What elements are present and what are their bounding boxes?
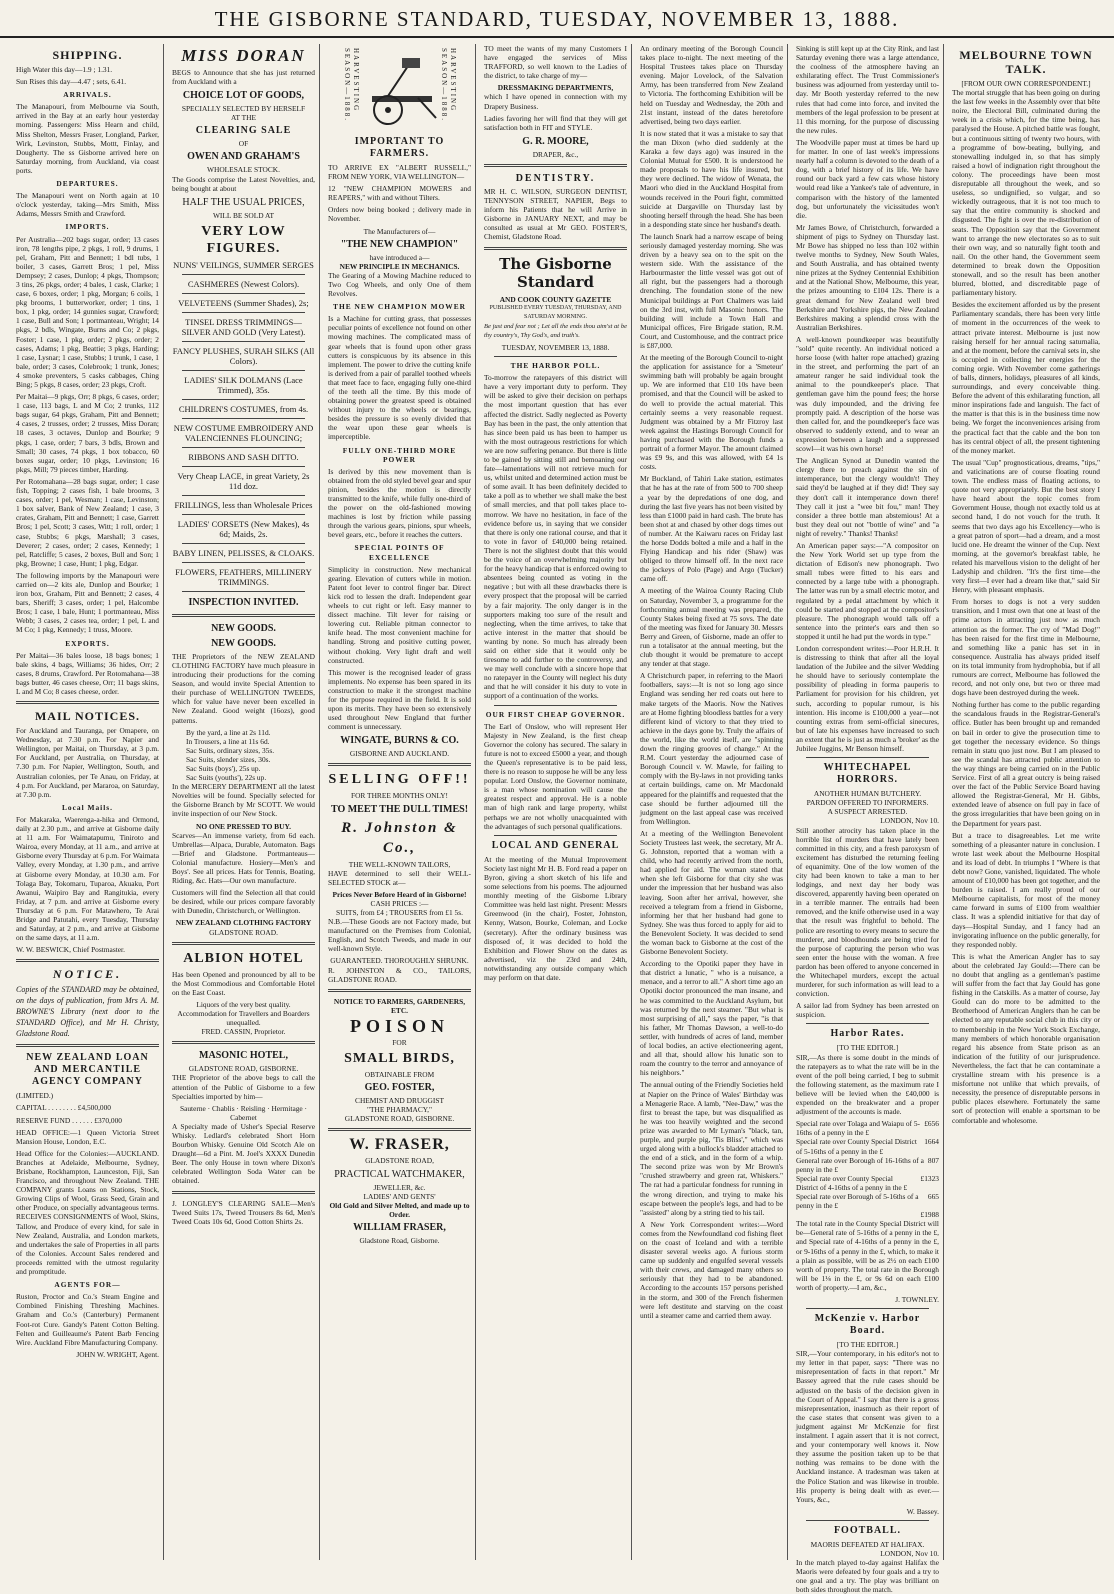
harvesting-banner <box>328 44 471 132</box>
mckenzie-heading: McKenzie v. Harbor Board. <box>814 1313 921 1337</box>
new-goods: NEW GOODS. <box>211 637 276 649</box>
mckenzie-signature: W. Bassey. <box>906 1506 939 1516</box>
wingate-sub: GISBORNE AND AUCKLAND. <box>349 749 450 759</box>
new-champion: "THE NEW CHAMPION" <box>340 238 459 250</box>
column-melbourne <box>948 44 1104 1560</box>
to-editor: [TO THE EDITOR.] <box>836 1340 899 1350</box>
rates-row <box>796 1119 939 1137</box>
separator <box>494 356 617 357</box>
guaranteed: GUARANTEED. THOROUGHLY SHRUNK. <box>330 956 469 966</box>
news-paragraph: Mr Buckland, of Tahiri Lake station, estimates that he has at the rate of from 500 to 700 sheep a year by the depredations of one dog, and during the last five years has not been visited by less than £1000 paid in hard cash. The brute has been shot at and chased by other dogs times out of number. At the Kaiwaru races on Friday last the horse Dodds bolted a mile and a half in the Flying Handicap and his rider (Shaw) was obliged to throw himself off. In the next race the jockeys of Polo (Page) and Argo (Tucker) came off. <box>640 474 783 584</box>
imports-text: Per Maitai—9 pkgs, Orr; 8 pkgs, 6 cases, order; 1 case, 113 bags, L and M Co; 2 trunks, 112 bags sugar, 64 pkgs, Graham, Pitt and Bennett; 4 cases, 2 trusses, order; 2 trusses, Miss Doran; 18 cases, 3 octaves, Dunlop and Bourke; 9 pkgs, 1 case, order; 7 bars, 3 bdls, Brown and Small; 30 cases, 74 pkgs, 1 box tobacco, 60 boxes sugar, order; 10 pkgs, Levinston; 16 pkgs, Mill; 79 pieces timber, Harding. <box>16 392 159 474</box>
masonic-road: GLADSTONE ROAD, GISBORNE. <box>188 1064 299 1074</box>
moore-text-2: which I have opened in connection with my Drapery Business. <box>484 92 627 111</box>
small-birds: SMALL BIRDS, <box>344 1051 455 1067</box>
ladies-favoring: Ladies favoring her will find that they will get satisfaction both in FIT and STYLE. <box>484 113 627 132</box>
rates-row-value: £1323 <box>920 1173 939 1183</box>
rates-row-value: 807 <box>927 1155 939 1165</box>
nb-text: N.B.—These Goods are not Factory made, but manufactured on the Premises from Colonial, English, and Scotch Tweeds, and made in our well-known Style. <box>328 917 471 954</box>
fully-text: Is derived by this new movement than is obtained from the old styled bevel gear and spur pinion, besides the motion is directly transmitted to the knife, while fully one-third of the power on the old-fashioned mowing machines is lost by friction while passing through the various gears, pinions, spur wheels, bevel gears, etc., before it reaches the cutters. <box>328 466 471 540</box>
gearing-text: The Gearing of a Mowing Machine reduced to Two Cog Wheels, and only One of them Revolves. <box>328 270 471 299</box>
pharmacy: "THE PHARMACY," <box>366 1105 433 1115</box>
local-general-heading: LOCAL AND GENERAL <box>491 839 620 851</box>
separator <box>182 418 305 419</box>
paper-title: The Gisborne Standard <box>499 254 612 291</box>
news-paragraph: At a meeting of the Wellington Benevolent Society Trustees last week, the secretary, Mr A. G. Johnston, reported that a woman with a child, who had recently arrived from the north, had applied for aid. The woman stated that when she left Gisborne for that city she was under the impression that her husband was also leaving. Soon after her arrival, however, she received a telegram from a friend in Gisborne, informing her that her husband had gone to Sydney. She was thus forced to apply for aid to the Benevolent Society. It was decided to send the woman back to Gisborne at the cost of the Gisborne Benevolent Society. <box>640 828 783 957</box>
sun-times: Sun Rises this day—4.47 ; sets, 6.41. <box>16 77 127 87</box>
dull-times: TO MEET THE DULL TIMES! <box>330 803 469 815</box>
doran-item: FRILLINGS, less than Wholesale Prices <box>174 499 313 510</box>
doran-item: RIBBONS AND SASH DITTO. <box>188 451 299 462</box>
separator <box>328 1128 471 1131</box>
cheap-governor-text: The Earl of Onslow, who will represent Her Majesty in New Zealand, is the first cheap Governor the colony has secured. The salary in future is not to exceed £5000 a year, and though the Queen's representative is to be paid less, there is no reason to suppose he will be any less popular. Lord Onslow, the Governor nominate, is a man whose nomination will cause the greatest respect and approval. He is a noble man of high rank and large property, whilst perhaps we are not wholly unacquainted with the advantages of such personal qualifications. <box>484 721 627 831</box>
news-paragraph: At the meeting of the Borough Council to-night the application for assistance for a 'Smeteur' swimming bath will probably be again brought up. We are informed that £10 10s have been promised, and that the Council will be asked to do well to provide the actual material. This certainly seems a very reasonable request. Judgment was obtained by a Mr Fitzroy last week against the Hastings Borough Council for having purchased with the Borough funds a portrait of a former Mayor. The amount claimed was £9 9s, and this was allowed, with £4 1s costs. <box>640 353 783 472</box>
doran-item: CHILDREN'S COSTUMES, from 4s. <box>178 403 309 414</box>
moore-text: TO meet the wants of my many Customers I have engaged the services of Miss TRAFFORD, so well known to the Ladies of the district, to take charge of my— <box>484 44 627 81</box>
twelve-mowers: 12 "NEW CHAMPION MOWERS and REAPERS," with and without Tilters. <box>328 184 471 203</box>
separator <box>182 399 305 400</box>
rates-row-label: General rate over Borough of 16-16ths of a penny in the £ <box>796 1155 924 1174</box>
orders-booked: Orders now being booked ; delivery made in November. <box>328 205 471 224</box>
farmers-notice: NOTICE TO FARMERS, GARDENERS, ETC. <box>333 996 466 1015</box>
harbor-poll-text: To-morrow the ratepayers of this district will have a very important duty to perform. They will be asked to give their decision on perhaps the most important question that has ever affected the district. Sadly neglected as Poverty Bay has been in the past, the only attention that has since been paid us has been to hamper us with the most outrageous restrictions for which we are now suffering penance. But there is little to be gained by sitting still and bemoaning our fate—lamentations will not retrieve much for us, whilst united and determined action must be of some avail. It has been definitely decided to take a poll as to whether we shall make the best of small mercies, and that poll takes place to-morrow. We have no hesitation, in face of the evidence before us, in saying that we consider that there is only one rational course, and that it to vote in favor of £40,000 being retained. There is not the slightest doubt that this would be the voice of an overwhelming majority but for the heavy handicap that is enforced owing to absentees being counted as voting in the negative ; but with all these drawbacks there is every prospect that the proposal will be carried by a fair majority. The only danger is in the supporters making too sure of the result and neglecting, when the time arrives, to take that active interest in the matter that should be wanting by none. So much has already been said on either side that it would only be tiresome to add further to the controversy, and we may well conclude with a sincere hope that no ratepayer in the County will neglect his duty and that he will consider it his duty to vote in support of a continuation of the works. <box>484 373 627 701</box>
column-drapery-ads <box>168 44 319 1560</box>
separator <box>172 614 315 617</box>
mower-heading: THE NEW CHAMPION MOWER <box>333 302 466 312</box>
moore-signature: G. R. MOORE, <box>522 135 589 147</box>
separator <box>182 274 305 275</box>
mercery-text: In the MERCERY DEPARTMENT all the latest Novelties will be found. Specially selected for the Gisborne Branch by Mr SCOTT. We would invite inspection of our New Stock. <box>172 782 315 819</box>
low-figures: VERY LOW FIGURES. <box>201 223 286 256</box>
gladstone-road: GLADSTONE ROAD. <box>209 927 278 937</box>
nz-clothing-factory: NEW ZEALAND CLOTHING FACTORY <box>175 918 312 928</box>
whitechapel-sub: ANOTHER HUMAN BUTCHERY. <box>813 789 922 799</box>
rates-row <box>796 1192 939 1210</box>
price-list <box>172 728 315 783</box>
separator <box>182 514 305 515</box>
news-paragraph: A meeting of the Wairoa County Racing Club on Saturday, November 3, a programme for the forthcoming annual meeting was prepared, the County Stakes being fixed at 75 sovs. The date of the meeting was fixed for January 30. Messrs Berry and Green, of Gisborne, made an offer to run a totalisator at the annual meeting, but the club thought it would be premature to accept any tender at that stage. <box>640 586 783 669</box>
half-prices: HALF THE USUAL PRICES, <box>182 196 305 208</box>
have-determined: HAVE determined to sell their WELL-SELECTED STOCK at— <box>328 868 471 887</box>
mower-text: Is a Machine for cutting grass, that possesses peculiar points of excellence not found on other mowing machines. The complicated mass of gear wheels that is found upon other grass cutters is conspicuous by its absence in this implement. The power to drive the cutting knife is derived from a pair of parallel toothed wheels that meet face to face, engaging fully one-third of the teeth all the time. By this mode of obtaining power the greatest speed is obtained without injury to the wheels or bearings, besides the pressure is so evenly divided that the wear upon these gear wheels is imperceptible. <box>328 314 471 442</box>
news-paragraph: London correspondent writes:—Poor H.R.H. It is distressing to think that after all the loyal laudation of the Jubilee and the silver Wedding he should have to seriously contemplate the possibility of pleading in forma pauperis to Parliament for provision for his children, yet such, according to popular rumour, is his intention. His income is £100,000 a year—not counting extras from semi-official sinecures, but of late his expenses have increased to such an extent that he is just as much a 'broker' as the Jubilee Juggins, Mr Benson himself. <box>796 644 939 754</box>
separator <box>328 989 471 992</box>
rates-row-value: £656 <box>924 1119 939 1129</box>
of-line: OF <box>238 139 249 149</box>
melbourne-paragraph: From horses to dogs is not a very sudden transition, and I must own that one at least of the prime actors in attracting just now as much attention as the former. The cry of "Mad Dog!" has been raised for the first time in Melbourne, and something like a panic has set in in consequence. Australia has always prided itself on its total immunity from hydrophobia, but if all rumours are correct, Melbourne has followed the record, and not only one, but two or three mad dogs have been destroyed during the week. <box>952 597 1100 698</box>
fully-heading: FULLY ONE-THIRD MORE POWER <box>342 445 457 464</box>
column-news-2 <box>792 44 943 1594</box>
new-principle: NEW PRINCIPLE IN MECHANICS. <box>339 261 460 271</box>
doran-item: LADIES' CORSETS (New Makes), 4s 6d; Maids, 2s. <box>177 518 310 539</box>
geo-foster: GEO. FOSTER, <box>364 1082 435 1094</box>
bank-text: Head Office for the Colonies:—AUCKLAND. Branches at Adelaide, Melbourne, Sydney, Brisbane, Rockhampton, Launceston, Fiji, San Francisco, and throughout New Zealand. THE COMPANY grants Loans on Stations, Stock, Growing Clips of Wool, Grass Seed, Grain and other Produce, on specially advantageous terms. RECEIVES CONSIGNMENTS of Wool, Skins, Tallow, and Produce of every kind, for sale in New Zealand, Australia, and London markets, and undertakes the sale of Properties in all parts of the Colonies. Account Sales rendered and proceeds remitted with the utmost regularity and promptitude. <box>16 1148 159 1277</box>
agents-signature: JOHN W. WRIGHT, Agent. <box>76 1349 159 1359</box>
shipping-heading: SHIPPING. <box>52 48 123 62</box>
dressmaking: DRESSMAKING DEPARTMENTS, <box>497 83 614 93</box>
doran-intro: BEGS to Announce that she has just returned from Auckland with a <box>172 68 315 87</box>
newspaper-title: THE GISBORNE STANDARD, TUESDAY, NOVEMBER 13, 1888. <box>214 7 900 31</box>
rates-row-value: 665 <box>927 1191 939 1201</box>
bank-sub: (LIMITED.) <box>16 1091 54 1101</box>
news-paragraph: Mr James Bowe, of Christchurch, forwarded a shipment of pigs to Sydney on Thursday last. Mr Bowe has shipped no less than 102 within twelve months to Sydney, New South Wales, and South Australia, and has obtained twenty nine prizes at the Sydney Centennial Exhibition and at the National Show, Melbourne, this year, the prizes amounting to £104 12s. There is a great demand for New Zealand well bred Berkshire and Yorkshire pigs, the New Zealand Berkshires making a splendid cross with the Australian Berkshires. <box>796 222 939 332</box>
doran-item: Very Cheap LACE, in great Variety, 2s 11d doz. <box>177 470 310 491</box>
imports-text: Per Australia—202 bags sugar, order; 13 cases iron, 78 lengths pipe, 2 pkgs, 1 roll, 9 drums, 1 pel, Graham, Pitt and Bennett; 1 bdl tubs, 1 boiler, 3 cases, Garrett Bros; 1 pel, Miss Dempsey; 2 cases, Dunlop; 4 pkgs, Thompson; 3 tins, 26 pkgs, order; 4 bales, 1 cask, Clarke; 1 case, 6 boxes, order; 1 pkg, Morgan; 6 coils, 1 pkg brooms, 1 butterworker, order; 1 tins, 1 box, 1 pkg, order; 14 gunnies sugar, Crawford; 1 case, Bull and Son; 1 portmanteau, Wright; 14 pkgs, 2 bdls, Wingate, Burns and Co; 2 pkgs, Foster; 1 case, 1 pkg, order; 2 pkgs, order; 2 cases, Adams; 1 pkg, Beattie; 3 pkgs, Harding; 1 case, Lysnar; 1 case, Stubbs; 1 trunk, 1 case, 1 bale, order; 3 cases, Colebrook; 1 trunk, Jones; 4 smoke preventers, 5 casks cabbages, Ching Bing; 5 pkgs, 8 cases, order; 23 pkgs, Croft. <box>16 234 159 389</box>
miss-doran-title: MISS DORAN <box>181 46 306 65</box>
harbor-rates-heading: Harbor Rates. <box>830 1028 905 1040</box>
watchmaker: PRACTICAL WATCHMAKER, <box>334 1168 465 1180</box>
old-gold: Old Gold and Silver Melted, and made up to Order. <box>329 1200 470 1219</box>
dentistry-heading: DENTISTRY. <box>515 172 596 184</box>
inspection-invited: INSPECTION INVITED. <box>188 596 299 608</box>
separator <box>182 543 305 544</box>
separator <box>806 1308 929 1309</box>
separator <box>182 312 305 313</box>
prices-never: Prices Never Before Heard of in Gisborne! <box>332 889 467 899</box>
albion-accommodation: Accommodation for Travellers and Boarders unequalled. <box>177 1009 310 1028</box>
separator <box>182 370 305 371</box>
doran-item: BABY LINEN, PELISSES, & CLOAKS. <box>172 547 315 558</box>
mower-illustration <box>368 48 438 128</box>
separator <box>16 701 159 704</box>
rates-table <box>796 1119 939 1210</box>
paper-subtitle: AND COOK COUNTY GAZETTE <box>499 294 612 304</box>
separator <box>494 705 617 706</box>
local-general-text: At the meeting of the Mutual Improvement Society last night Mr H. B. Ford read a paper on Byron, giving a short sketch of his life and some selections from his poems. The adjourned monthly meeting of the Gisborne Library Committee was held last night. Present: Messrs Greenwood (in the chair), Foster, Johnston, Kenny, Watson, Bourke, Coleman, and Locke (secretary). After the ordinary business was disposed of, it was decided to hold the Exhibition and Flower Show on the dates as advertised, viz the 23rd and 24th, notwithstanding any outside company which may perform on that date. <box>484 854 627 982</box>
motto: Be just and fear not ; Let all the ends thou aim'st at be thy country's, Thy God's, and truth's. <box>484 322 627 339</box>
doran-item: FLOWERS, FEATHERS, MILLINERY TRIMMINGS. <box>175 566 312 587</box>
separator <box>806 757 929 758</box>
postmaster-signature: W. W. BESWICK, Chief Postmaster. <box>16 945 125 955</box>
new-goods: NEW GOODS. <box>211 622 276 634</box>
price-line: Sac Suits, slender sizes, 30s. <box>186 754 271 764</box>
harbor-poll-heading: THE HARBOR POLL. <box>510 361 601 371</box>
news-paragraph: The Anglican Synod at Dunedin wanted the clergy there to preach against the sin of intemperance, but the clergy wouldn't! They said they'd be laughed at if they did! They say they don't call it intemperance down there! They call it just a "wee bit fou," man! They consider a three bottle man abstemious! At a bust they deal out not "bottle of wine" and "a night of revelry." Thanks! Thanks! <box>796 456 939 538</box>
doran-item: CASHMERES (Newest Colors). <box>187 278 300 289</box>
rates-row-value: 1664 <box>924 1137 939 1147</box>
separator <box>182 591 305 592</box>
poison: POISON <box>349 1015 449 1036</box>
separator <box>172 1041 315 1044</box>
harvesting-right: HARVESTING SEASON—1888. <box>439 48 457 122</box>
rates-row-label: Special rate over Tolaga and Waiapu of 5-16ths of a penny in the £ <box>796 1119 921 1138</box>
fraser-road: GLADSTONE ROAD, <box>365 1156 434 1166</box>
bank-heading: NEW ZEALAND LOAN AND MERCANTILE AGENCY COMPANY <box>26 1052 149 1088</box>
column-farm-ads <box>324 44 475 1560</box>
column-local-news <box>636 44 787 1560</box>
news-paragraph: A well-known poundkeeper was beautifully "sold" quite recently. An individual noticed a horse loose (with halter rope attached) grazing in the street, and performing the part of an amateur ranger he said individual took the animal to the poundkeeper's place. That gentleman gave him the pound fees; the horse was duly impounded, and the driving fee promptly paid. A description of the horse was then called for, and the poundkeeper's face was observed to suddenly extend, and to wear an expression between a laugh and a suppressed scowl—it was his own horse! <box>796 334 939 454</box>
clothing-factory-text: THE Proprietors of the NEW ZEALAND CLOTHING FACTORY have much pleasure in introducing their productions for the coming Season, and would invite Special Attention to their purchase of WELLINGTON TWEEDS, which for value have never been excelled in New Zealand. Good weight (16ozs), good patterns. <box>172 651 315 725</box>
news-paragraph: An American paper says:—"A compositor on the New York World set up type from the dictation of Edison's new phonograph. Two small tubes were fitted to his ears and connected by a large tube with a phonograph. The latter was run by a small electric motor, and regulated by a pedal attachment by which it could be started and stopped at the compositor's pleasure. The phonograph would talk off a sentence into the printer's ears and then so stopped it until he had put the words in type." <box>796 540 939 641</box>
news-paragraph: The Woodville paper must at times be hard up for matter. In one of last week's impressions nearly half a column is devoted to the death of a dog, with a brief history of its life. We have round our back yard a few cats whose history would read like a Yankee's tale of adventure, in comparison with the history of the lamented dog, but unfortunately the vicissitudes won't die. <box>796 137 939 220</box>
whitechapel-text: Still another atrocity has taken place in the horrible list of murders that have lately been committed in this city, and a fresh paroxysm of excitement has disturbed the returning feeling of equanimity. One of the low women of the city had been known to take a man to her lodgings, and next day her body was discovered, apparently having been operated on in a terrible manner. The entrails had been removed, and the knife otherwise used in a way that the result was frightful to behold. The police are resorting to every means to secure the murderer, and bloodhounds are being tried for the purpose of capturing the person who was seen enter the house with the woman. A free pardon has been offered to anyone concerned in the Whitechapel murders, except the actual murderer, for such information as will lead to a conviction. <box>796 825 939 999</box>
introduced: have introduced a— <box>369 252 430 262</box>
agents-text: Ruston, Proctor and Co.'s Steam Engine and Combined Finishing Threshing Machines. Graham and Co.'s (Canterbury) Permanent Foot-rot Cure. Gandy's Patent Cotton Belting. Felten and Guilleaume's Patent Barb Fencing Wire. Auckland Fibre Manufacturing Company. <box>16 1292 159 1347</box>
goods-comprise: The Goods comprise the Latest Novelties, and, being bought at about <box>172 174 315 193</box>
mail-heading: MAIL NOTICES. <box>34 709 141 724</box>
at-the: AT THE <box>231 113 256 123</box>
separator <box>182 495 305 496</box>
notice-heading: NOTICE. <box>52 967 123 982</box>
departures-heading: DEPARTURES. <box>56 179 119 189</box>
chemist: CHEMIST AND DRUGGIST <box>355 1096 444 1106</box>
doran-item: LADIES' SILK DOLMANS (Lace Trimmed), 35s. <box>184 374 303 395</box>
football-sub: MAORIS DEFEATED AT HALIFAX. <box>810 1539 925 1549</box>
suits-prices: SUITS, from £4 ; TROUSERS from £1 5s. <box>336 908 463 917</box>
rates-row <box>796 1156 939 1174</box>
departures-text: The Manapouri went on North again at 10 o'clock yesterday, taking—Mrs Smith, Miss Adams, Messrs Smith and Crawford. <box>16 191 159 219</box>
wholesale-stock: WHOLESALE STOCK. <box>207 165 280 175</box>
draper: DRAPER, &c., <box>532 149 579 159</box>
news-paragraph: It is now stated that it was a mistake to say that the man Dixon (who died suddenly at the Karaka a few days ago) was insured in the Colonial Mutual for £500. It is understood he made proposals to have his life insured, but they were declined. The widow of Wenata, the Maori who died in the Auckland Hospital from wounds received in the Pouri fight, committed suicide at Dargaville on Thursday last by shooting herself through the head. She has been in a desponding state since her husband's death. <box>640 128 783 229</box>
choice-goods: CHOICE LOT OF GOODS, <box>182 90 305 102</box>
mail-text: For Auckland and Tauranga, per Omapere, on Wednesday, at 7.30 p.m. For Napier and Wellington, per Maitai, on Thursday, at 3 p.m. For Auckland, per Australia, on Thursday, at 7.30 p.m. For Napier, Wellington, South, and Australian colonies, per Te Anau, on Friday, at 4 p.m. For Auckland, per Mararoa, on Saturday, at 7.30 p.m. <box>16 726 159 799</box>
masonic-more: A Specialty made of Usher's Special Reserve Whisky. Ledlard's celebrated Short Horn Bourbon Whisky. Genuine Old Scotch Ale on Draught—6d a Pint. M. Joel's XXXX Dunedin Beer. The only House in town where Dixon's celebrated Wellington Soda Water can be obtained. <box>172 1121 315 1186</box>
doran-item: TINSEL DRESS TRIMMINGS—SILVER AND GOLD (Very Latest). <box>181 316 306 337</box>
separator <box>484 164 627 167</box>
published: PUBLISHED EVERY TUESDAY, THURSDAY, AND SATURDAY MORNING. <box>489 304 622 320</box>
separator <box>484 247 627 250</box>
separator <box>328 763 471 766</box>
masonic-list: Sauterne · Chablis · Reisling · Hermitage · Cabernet <box>179 1103 308 1122</box>
local-mails-text: For Makaraka, Waerenga-a-hika and Ormond, daily at 2.30 p.m., and arrive at Gisborne daily at 11 a.m. For Waimatapumu, Tiniroto and Wairoa, every Monday, at 11 a.m., and arrive at Gisborne every Thursday at 6 p.m. For Waimata Valley, every Monday, at 1.30 p.m., and arrive at Gisborne every Monday, at 10.30 a.m. For Tolaga Bay, Tokomaru, Tuparoa, Akuaku, Port Awanui, Waipiro Bay and Rangitukia, every Friday, at 7 p.m. and arrive at Gisborne every Thursday at 6 p.m. For Matawhero, Te Arai Bridge and Patutahi, every Tuesday, Thursday and Saturday, at 2 p.m., and arrive at Gisborne on the same days, at 11 a.m. <box>16 814 159 943</box>
price-line: Sac Suits, ordinary sizes, 35s. <box>186 745 275 755</box>
bank-reserve: RESERVE FUND . . . . . . £370,000 <box>16 1115 122 1125</box>
arrivals-heading: ARRIVALS. <box>63 90 112 100</box>
separator <box>182 466 305 467</box>
column-shipping <box>12 44 163 1560</box>
will-be-sold: WILL BE SOLD AT <box>212 210 275 220</box>
imports-heading: IMPORTS. <box>65 222 110 232</box>
melbourne-paragraph: The mortal struggle that has been going on during the last few weeks in the Assembly over that bête noire, the Electoral Bill, culminated during the week in a crisis which, for the time being, has paralysed the House. A pitched battle was fought, but a continuous sitting of twenty two hours, with a programme of bow-beating, bullying, and stonewalling indulged in, so that has simply raised a howl of indignation right throughout the colony. The proceedings have been most disreputable all throughout the week, and so useless, so undignified, so vulgar, and so wickedly outrageous, that it is not too much to say that the entire community is shocked and disgusted. The fight is over the re-distribution of seats. The Opposition say that the Government want to arrange the new electorates so as to suit their own way, and so naturally fight tooth and nail. On the other hand, the Government seem determined to break down the Opposition stonewall, and so the result has been another blurred, blotted, and discreditable page of parliamentary history. <box>952 88 1100 298</box>
separator <box>172 942 315 945</box>
jeweller: JEWELLER, &c. <box>373 1182 426 1192</box>
tailors: THE WELL-KNOWN TAILORS, <box>348 859 451 869</box>
masonic-hotel: MASONIC HOTEL, <box>199 1050 288 1062</box>
doran-item: VELVETEENS (Summer Shades), 2s; <box>178 297 309 308</box>
clearing-sale: CLEARING SALE <box>195 125 292 137</box>
foster-road: GLADSTONE ROAD, GISBORNE. <box>344 1114 455 1124</box>
for-line: FOR <box>392 1037 407 1047</box>
important-farmers: IMPORTANT TO FARMERS. <box>354 136 445 159</box>
albion-liquors: Liquors of the very best quality. <box>196 999 291 1009</box>
separator <box>182 447 305 448</box>
news-paragraph: The annual outing of the Friendly Societies held at Napier on the Prince of Wales' Birthday was a Menagerie Race. A lamb, "Nee-Daw," was the first to breast the tape, but was disqualified as he was too heavily weighted and the second prize was awarded to Mr Lyman's "black, tan, purple, and purple pig, 'Tis Bliss'," which was urged along with a bullock's bladder attached to the end of a stick, and in the form of a whip. The second prize was won by Mr Brown's "crushed strawberry and green rat, Whiskers." The rat had a particular fondness for running in the wrong direction, and trying to make his escape between the people's legs, and had to be "assisted" along by a string tied to his tail. <box>640 1080 783 1217</box>
doran-item: NUNS' VEILINGS, SUMMER SERGES <box>173 259 314 270</box>
price-line: By the yard, a line at 2s 11d. <box>186 727 271 737</box>
whitechapel-sub: A SUSPECT ARRESTED. <box>827 807 908 817</box>
separator <box>182 341 305 342</box>
owen-graham: OWEN AND GRAHAM'S <box>187 151 300 163</box>
doran-item-list <box>172 260 315 592</box>
doran-item: NEW COSTUME EMBROIDERY AND VALENCIENNES FLOUNCING; <box>173 422 314 443</box>
w-fraser: W. FRASER, <box>349 1136 450 1154</box>
dentist-text: MR H. C. WILSON, SURGEON DENTIST, TENNYSON STREET, NAPIER, Begs to inform his Patients that he will Arrive in Gisborne in JANUARY NEXT, and may be consulted as usual at Mr GEO. FOSTER'S, Chemist, Gladstone Road. <box>484 186 627 242</box>
doran-item: FANCY PLUSHES, SURAH SILKS (All Colors). <box>172 345 315 366</box>
rates-text: SIR,—As there is some doubt in the minds of the ratepayers as to what the rate will be in the event of the poll being carried, I beg to submit the following statement, as the maximum rate I believe will be levied when the £40,000 is expended on the breakwater and a proper adjustment of the accounts is made. <box>796 1052 939 1117</box>
football-heading: FOOTBALL. <box>833 1524 902 1536</box>
news-paragraph: Sinking is still kept up at the City Rink, and last Saturday evening there was a large attendance, the coolness of the atmosphere having an exhilarating effect. The Trust Commissioner's business was adjourned from yesterday until to-day. Mr Booth yesterday referred to the new rules that had come into force, and invited the members of the legal profession to be present at 11 this morning, for the purpose of discussing the new rules. <box>796 44 939 135</box>
rates-row-label: Special rate over Borough of 5-16ths of a penny in the £ <box>796 1191 919 1211</box>
separator <box>172 1191 315 1194</box>
melbourne-paragraph: This is what the American Angler has to say about the celebrated Jay Gould:—There can be no doubt that angling as a gentleman's pastime will suffer from the fact that Jay Gould has gone fishing in the Catskills. As a matter of course, Jay Gould can do more to be admitted to the Brotherhood of American Anglers than he can be elected to any reputable social club in this city or to membership in the New York Stock Exchange, many members of which honorable organisation regard his absence from State prison as an indication of the futility of our jurisprudence. Nevertheless, the fact that he can contaminate a crystalline stream with his presence is a misfortune not unlike that which prevails, of necessity, the presence of disreputable persons in public places elsewhere. Fortunately the same sort of protection will enable a sportsman to be comfortable and wholesome. <box>952 951 1100 1125</box>
football-dateline: LONDON, Nov 10. <box>880 1548 939 1558</box>
albion-proprietor: FRED. CASSIN, Proprietor. <box>201 1027 286 1037</box>
separator <box>182 293 305 294</box>
melbourne-heading: MELBOURNE TOWN TALK. <box>959 48 1093 76</box>
imports-text: The following imports by the Manapouri were carried on—2 kits ale, Dunlop and Bourke; 1 iron box, Graham, Pitt and Bennett; 2 cases, 4 bars, Sheriff; 3 cases, order; 1 pel, Halcombe Bros; 1 case, 1 bale, Hunt; 1 portmanteau, Miss Webb; 3 cases, 2 cases tea, order; 1 pel, L and M Co; 1 pkg, Kennedy; 1 truss, Moore. <box>16 570 159 635</box>
longley-sale: J. LONGLEY'S CLEARING SALE—Men's Tweed Suits 17s, Tweed Trousers 8s 6d, Men's Tweed Coats 10s 6d, Good Cotton Shirts 2s. <box>172 1198 315 1226</box>
arrivals-text: The Manapouri, from Melbourne via South, arrived in the Bay at an early hour yesterday morning. Passengers: Miss Hearn and child, Miss Shelton, Messrs Fraser, Longland, Parker, Wirk, Levinston, Stubbs, Mottt, Finlay, and Dougherty. The ss Gisborne arrived here on Saturday morning, from Auckland, via coast ports. <box>16 102 159 175</box>
rates-signature: J. TOWNLEY. <box>895 1295 939 1304</box>
price-line: In Trousers, a line at 11s 6d. <box>186 736 270 746</box>
news-paragraph: A New York Correspondent writes:—Word comes from the Newfoundland cod fishing fleet on the coast of Iceland and with a terrible disaster several weeks ago. A furious storm came up suddenly and engulfed several vessels with their crews, and damaged many others so seriously that they had to be abandoned. According to the accounts 157 persons perished in the storm, and 300 of the French fishermen were left destitute and starving on the coast until a steamer came and carried them away. <box>640 1219 783 1320</box>
masonic-text: THE Proprietor of the above begs to call the attention of the Public of Gisborne to a few Specialties imported by him— <box>172 1073 315 1101</box>
bank-head-office: HEAD OFFICE:—1 Queen Victoria Street Mansion House, London, E.C. <box>16 1127 159 1146</box>
local-mails-heading: Local Mails. <box>61 802 113 812</box>
separator <box>806 1520 929 1521</box>
this-mower-text: This mower is the recognised leader of grass implements. No expense has been spared in its construction to make it the strongest machine for the purpose required in the field. It is sold upon its merits. They have been so extensively used throughout New England that further comment is unnecessary. <box>328 667 471 732</box>
selected-line: SPECIALLY SELECTED BY HERSELF <box>181 104 306 114</box>
issue-date: TUESDAY, NOVEMBER 13, 1888. <box>501 342 610 352</box>
masthead <box>0 0 1114 38</box>
melbourne-paragraph: Nothing further has come to the public regarding the scandalous frauds in the Registrar-General's office. Butler has been brought up and remanded on bail in order to give the prosecution time to get together the necessary evidence. So things remain in statu quo just now. But I am pleased to see the scandal has attracted public attention to the way things are being carried on in the Public Service. First of all a great outcry is being raised over the fact of the Public Service Board having allowed the Registrar-General, Mr H. Gibbs, extended leave of absence on full pay in face of the gross irregularities that have been going on in the Department for years past. <box>952 700 1100 828</box>
cash-prices: CASH PRICES :— <box>370 898 429 908</box>
imports-text: Per Rotomahana—28 bags sugar, order; 1 case fish, Topping; 2 cases fish, 1 bale brooms, 3 cases, order; 1 pel, Wesman; 1 case, Levinston; 1 box salver, Bank of New Zealand; 1 case, 3 crates, Graham, Pitt and Bennett; 1 case, Garrett Bros; 1 pel, Scott; 3 cases, Witt; 1 roll, order; 1 case, Stubbs; 6 pkgs, Marshall; 3 cases, Deverer; 2 cases, order; 2 cases, Kennedy; 1 pel, Ratcliffe; 5 cases, 2 boxes, Bull and Son; 1 pkg, Browne; 1 case, Hunt; 1 pkg, Edgar. <box>16 476 159 568</box>
special-heading: SPECIAL POINTS OF EXCELLENCE <box>354 543 445 562</box>
notice-text: Copies of the STANDARD may be obtained, on the days of publication, from Mrs A. M. BROWNE'S Library (next door to the STANDARD Office), and Mr H. Christy, Gladstone Road. <box>16 985 159 1039</box>
separator <box>494 835 617 836</box>
separator <box>16 959 159 962</box>
three-months: FOR THREE MONTHS ONLY! <box>350 791 449 801</box>
no-one-pressed: NO ONE PRESSED TO BUY. <box>196 821 291 831</box>
news-paragraph: The launch Snark had a narrow escape of being seriously damaged yesterday morning. She was driven by a heavy sea on to the spit on the western side. With the assistance of the Harbourmaster the little vessel was got out of all right, but the passengers had a thorough drenching. The foundation stone of the new Municipal buildings at Port Chalmers was laid on the 3rd inst, with full Masonic honors. The building will include a Town Hall and Municipal offices, Fire Brigade station, R.M. Court, and Customhouse, and the contract price is £87,000. <box>640 231 783 350</box>
exports-heading: EXPORTS. <box>65 638 110 648</box>
whitechapel-dateline: LONDON, Nov 10. <box>880 816 939 826</box>
whitechapel-sub: PARDON OFFERED TO INFORMERS. <box>806 798 929 808</box>
special-list: Simplicity in construction. New mechanical gearing. Elevation of cutters while in motion. Patent foot lever to control finger bar. Direct kick rod to lessen the draft. Independent gear wheels to cut right or left. Easy manner to dissect machine. Tilt lever for raising or lowering cut. Reliable pitman connector to knife head. The most convenient machine for handling. Strong and positive cutting power, without choking. Very light draft and well constructed. <box>328 564 471 665</box>
fraser-signature-road: Gladstone Road, Gisborne. <box>359 1235 440 1245</box>
football-text: In the match played to-day against Halifax the Maoris were defeated by four goals and a try to one goal and a try. The play was brilliant on both sides throughout the match. <box>796 1558 939 1594</box>
scarves-text: Scarves—An immense variety, from 6d each. Umbrellas—Alpaca, Durable, Automaton. Bags—Brief and Gladstone. Portmanteaus—Colonial manufacture. Hosiery—Men's and Boys'. See all prices. Hats for Tennis, Boating, Riding, &c. Hats—Our own manufacture. <box>172 830 315 886</box>
ladies-gents: LADIES' AND GENTS' <box>363 1191 436 1201</box>
mckenzie-text: SIR,—Your contemporary, in his editor's not to my letter in that paper, says: "There was no misrepresentation of facts in that report." Mr Bassey agreed that the rule cases should be adjusted on the basis of the decision given in the Court of Appeal." I say that there is a gross misrepresentation, inasmuch as their report of the case states that consent was given to a judgment against Mr McKenzie for first instalment. I again assert that it is not correct, and your contemporary well knows it. Now they assume the position taken up to be that nothing was remains to be done with the Auckland instance. A tradesman was taken at the Police Station and was likewise in trouble. His property is being dealt with as ever.—Yours, &c., <box>796 1349 939 1504</box>
albion-text: Has been Opened and pronounced by all to be the Most Commodious and Comfortable Hotel on the East Coast. <box>172 969 315 997</box>
melbourne-paragraph: Besides the excitement afforded us by the present Parliamentary scandals, there has been very little of moment in the occurrences of the week to attract private interest. Melbourne is just now raising herself for her annual racing saturnalia, and at the moment, before the carnival sets in, she is occupied in collecting her energies for the coming orgie. With November come gatherings of balls, dinners, holidays, pleasures of all kinds, surroundings, and every conceivable thing. Before the advent of this exhilarating function, all minor inspirations fade and languish. The fact of the matter is that this is in the business time now being. We forget the inconveniences arising from the practical fact that the cable and the bon ton has its central object of all, the present tightening of the money market. <box>952 300 1100 455</box>
rates-row <box>796 1137 939 1155</box>
wingate-burns: WINGATE, BURNS & CO. <box>340 735 459 747</box>
rates-row-label: Special rate over County Special District of 5-16ths of a penny in the £ <box>796 1137 917 1156</box>
column-editorial <box>480 44 631 1560</box>
news-paragraph: According to the Opotiki paper they have in that district a lunatic, " who is a nuisance, a menace, and a terror to all." A short time ago an Opotiki doctor pronounced the man insane, and he was committed to the Auckland Asylum, but was returned by the next steamer. "But what is most surprising of all," says the paper, "is that his father, Mr Thomas Dawson, a well-to-do settler, with hundreds of acres of land, member of local bodies, an active electioneering agent, and all that, should allow his lunatic son to roam the country to the terror and annoyance of his neighbors." <box>640 959 783 1078</box>
customers-text: Customers will find the Selection all that could be desired, while our prices compare favorably with Dunedin, Christchurch, or Wellington. <box>172 888 315 916</box>
rates-row <box>796 1174 939 1192</box>
melbourne-paragraph: The usual "Cup" prognosticatious, dreams, "tips," and vaticinations are of course floating round town. The endless mass of floating actions, to quote not very appropriately. But the best story I have heard about the topic comes from Government House, though not exactly told us at second hand, I do not vouch for the truth. It seems that two days ago his Excellency—who is a great patron of sport—had a dream, and a most lucid one. He dreamt the winner of the Cup. Next morning, at the governor's breakfast table, he related his marvellous vision to the delight of her Ladyship and children. "It's the first time—the very first—I ever had a dream like that," said Sir Henry, with pleasant emphasis. <box>952 457 1100 595</box>
separator <box>16 1044 159 1047</box>
whitechapel-text: A sailor lad from Sydney has been arrested on suspicion. <box>796 1001 939 1020</box>
fraser-signature: WILLIAM FRASER, <box>353 1221 446 1233</box>
news-paragraph: An ordinary meeting of the Borough Council takes place to-night. The next meeting of the Hospital Trustees takes place on Thursday evening. Major Lovelock, of the Salvation Army, has been transferred from New Zealand to Victoria. The forthcoming Exhibition will be held on Tuesday and Wednesday, the 20th and 21st instant, instead of the dates heretofore advertised, being two days earlier. <box>640 44 783 126</box>
rates-text-2: The total rate in the County Special District will be—General rate of 5-16ths of a penny in the £, and Special rate of 4-16ths of a penny in the £, or 9-16ths of a penny in the £, which, to make it a plain as possible, will be as 2½ on each £100 worth of property. The total rate in the Borough will be 1⅛ in the £, or 9s 6d on each £100 worth of property.—I am, &c., <box>796 1219 939 1292</box>
johnston-title: R. Johnston & Co., <box>341 819 458 856</box>
selling-off: SELLING OFF!! <box>328 772 471 788</box>
price-line: Sac Suits (boys'), 25s up. <box>186 763 261 773</box>
news-paragraph: A Christchurch paper, in referring to the Maori footballers, says:—It is not so long ago since England was sending her red coats out here to make targets of the Maoris. Now the Natives are at Home fighting bloodless battles for a very different kind of victory to that they tried to achieve in the days gone by. Truly the affairs of the world, like the world itself, are "spinning down the ringing grooves of change." At the R.M. Court yesterday the adjourned case of Borough Council v. W. Mawle, for failing to comply with the By-laws in not providing tanks at certain buildings, came on. Mr Macdonald appeared for the plaintiffs and requested that the case should be further adjourned till the judgment on the last appeal case was received from Wellington. <box>640 671 783 826</box>
rates-row-label: Special rate over County Special District of 4-16ths of a penny in the £ <box>796 1173 908 1192</box>
to-arrive: TO ARRIVE EX "ALBERT RUSSELL," FROM NEW YORK, VIA WELLINGTON— <box>328 163 471 182</box>
separator <box>182 562 305 563</box>
separator <box>806 1023 929 1024</box>
harvesting-left: HARVESTING SEASON—1888. <box>343 48 361 122</box>
whitechapel-heading: WHITECHAPEL HORRORS. <box>823 762 912 786</box>
cheap-governor-heading: OUR FIRST CHEAP GOVERNOR. <box>485 709 626 719</box>
high-water: High Water this day—1.9 ; 1.31. <box>16 65 113 74</box>
rates-total: £1988 <box>920 1210 939 1220</box>
exports-text: Per Maitai—36 bales loose, 18 bags bones; 1 bale skins, 4 bags, Williams; 36 hides, Orr; 2 cases, 8 drums, Crawford. Per Rotomahana—38 bags butter, 46 cases cheese, Orr; 11 bags skins, L and M Co; 8 cases cheese, order. <box>16 650 159 696</box>
to-editor: [TO THE EDITOR.] <box>836 1043 899 1053</box>
melbourne-paragraph: But a trace to disagreeables. Let me write something of a pleasanter nature in conclusion. I wrote last week about the Melbourne Hospital and its load of debt. In triumphs I "Where is that debt now? Gone, vanished, liquidated. The whole amount of £10,000 has been got together, and the burden is raised. I am really proud of our Melbourne capitalists, for most of the money came forward in sums of £100 from wealthier class. It was a splendid initiative for that day of days—Hospital Sunday, and I fancy had an invigorating influence on the public generally, for they responded nobly. <box>952 830 1100 949</box>
melbourne-from: [FROM OUR OWN CORRESPONDENT.] <box>961 79 1091 88</box>
albion-hotel: ALBION HOTEL <box>183 950 304 966</box>
obtainable: OBTAINABLE FROM <box>364 1070 435 1080</box>
manufacturers: The Manufacturers of— <box>363 226 436 236</box>
price-line: Sac Suits (youths'), 22s up. <box>186 773 267 783</box>
agents-heading: AGENTS FOR— <box>54 1280 121 1290</box>
johnston-signature: R. JOHNSTON & CO., TAILORS, GLADSTONE ROAD. <box>328 965 471 984</box>
bank-capital: CAPITAL . . . . . . . . £4,500,000 <box>16 1103 112 1113</box>
